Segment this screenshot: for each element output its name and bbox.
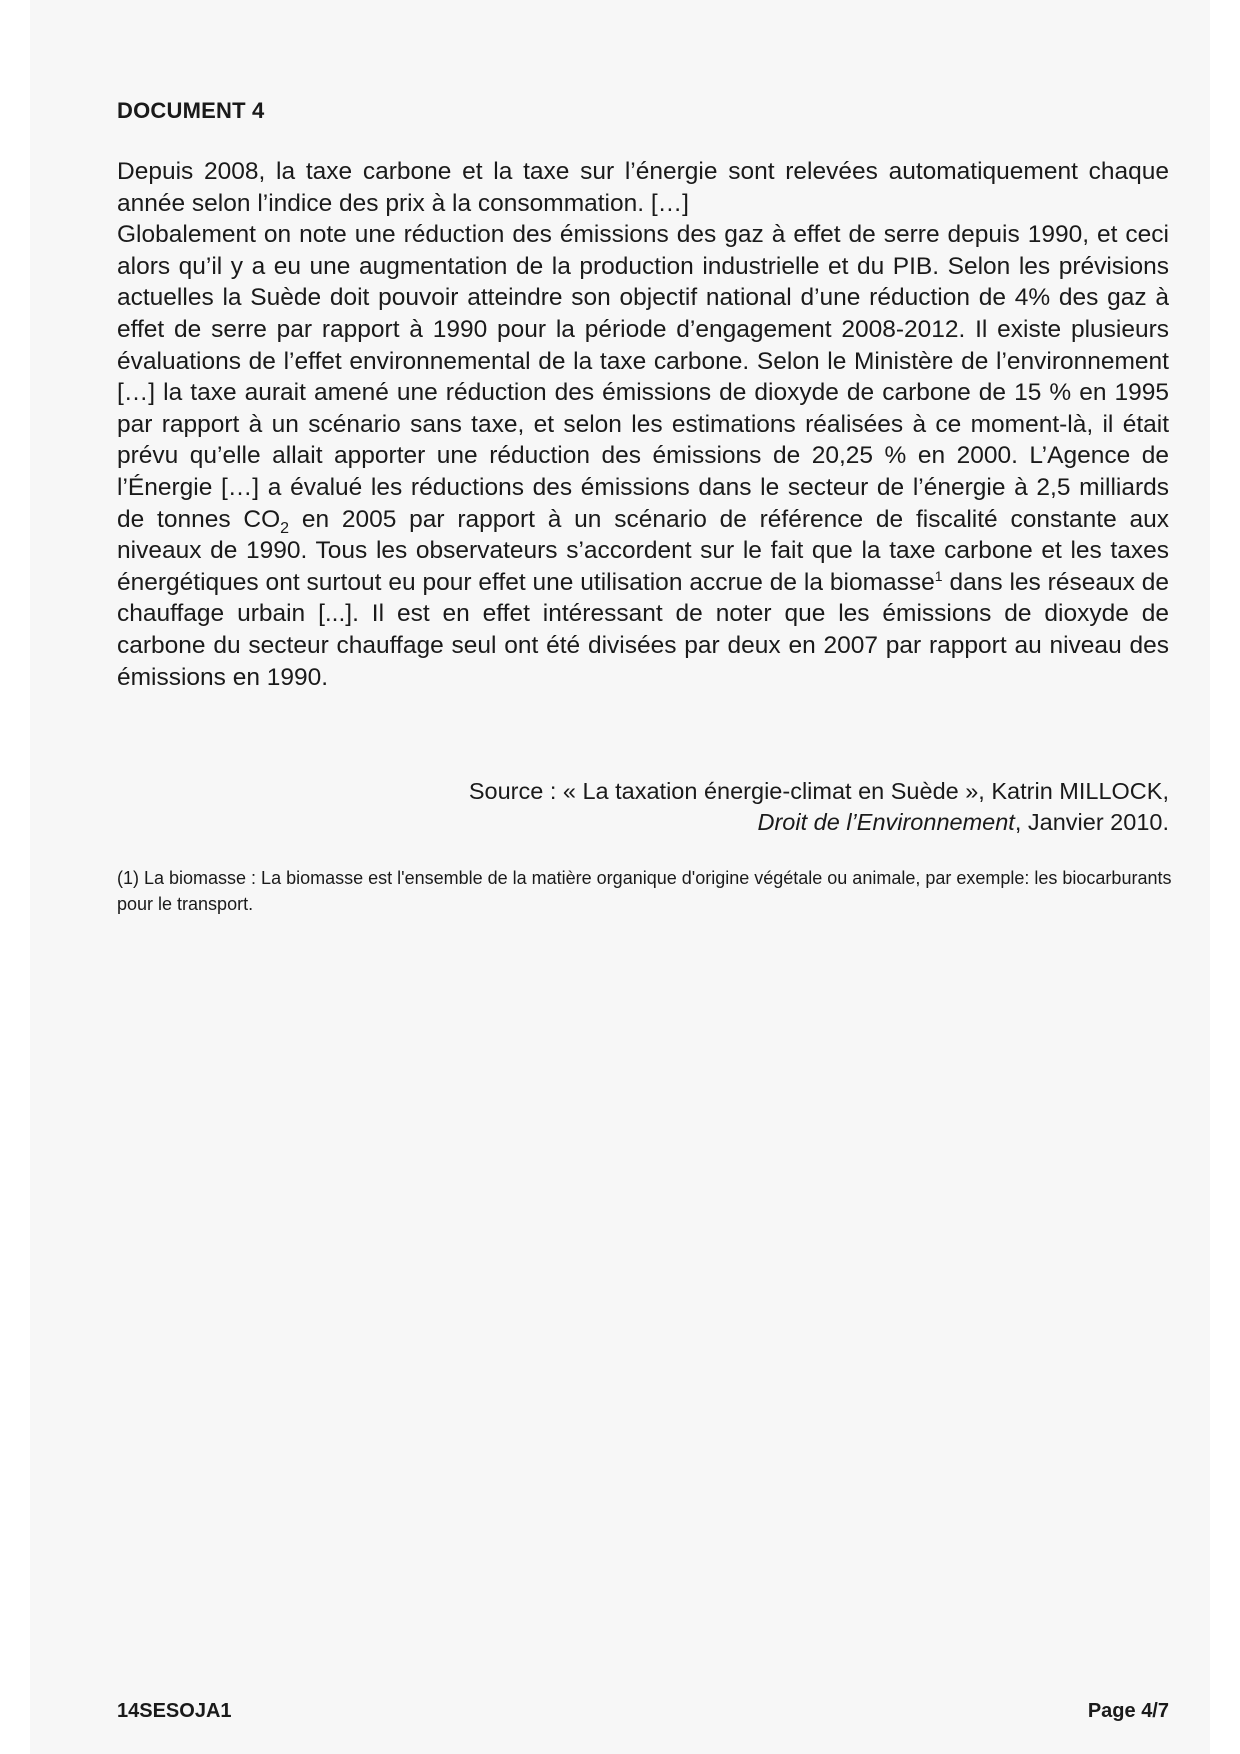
footnote: (1) La biomasse : La biomasse est l'ensemble de la matière organique d'origine végétale ou animale, par exemple: les biocarburants pour le transport. <box>117 868 1172 914</box>
source-date: , Janvier 2010. <box>1014 809 1169 835</box>
paragraph-2 <box>117 219 1169 693</box>
source-line-1: Source : « La taxation énergie-climat en Suède », Katrin MILLOCK, <box>468 778 1169 804</box>
co2-subscript: 2 <box>280 519 290 537</box>
paragraph-2-part-3: dans les réseaux de chauffage urbain [...]. Il est en effet intéressant de noter que les émissions de dioxyde de carbone du secteur chauffage seul ont été divisées par deux en 2007 par rapport au niveau des émissions en 1990. <box>117 568 1169 691</box>
footnote-marker: 1 <box>934 567 943 584</box>
source-citation <box>369 776 1169 838</box>
paragraph-2-part-2: en 2005 par rapport à un scénario de référence de fiscalité constante aux niveaux de 1990. Tous les observateurs s’accordent sur le fait que la taxe carbone et les taxes énergétiques ont surtout eu pour effet une utilisation accrue de la biomasse <box>117 505 1169 596</box>
page-number: Page 4/7 <box>1087 1700 1169 1722</box>
document-code: 14SESOJA1 <box>117 1700 232 1722</box>
paragraph-2-part-1: Globalement on note une réduction des émissions des gaz à effet de serre depuis 1990, et ceci alors qu’il y a eu une augmentation de la production industrielle et du PIB. Selon les prévisions actuelles la Suède doit pouvoir atteindre son objectif national d’une réduction de 4% des gaz à effet de serre par rapport à 1990 pour la période d’engagement 2008-2012. Il existe plusieurs évaluations de l’effet environnemental de la taxe carbone. Selon le Ministère de l’environnement […] la taxe aurait amené une réduction des émissions de dioxyde de carbone de 15 % en 1995 par rapport à un scénario sans taxe, et selon les estimations réalisées à ce moment-là, il était prévu qu’elle allait apporter une réduction des émissions de 20,25 % en 2000. L’Agence de l’Énergie […] a évalué les réductions des émissions dans le secteur de l’énergie à 2,5 milliards de tonnes CO <box>117 221 1169 533</box>
source-publication: Droit de l’Environnement <box>757 809 1015 835</box>
source-line-2 <box>369 807 1169 838</box>
document-body <box>117 156 1169 693</box>
document-heading: DOCUMENT 4 <box>117 98 265 123</box>
paragraph-1: Depuis 2008, la taxe carbone et la taxe sur l’énergie sont relevées automatiquement chaque année selon l’indice des prix à la consommation. […] <box>117 158 1169 217</box>
